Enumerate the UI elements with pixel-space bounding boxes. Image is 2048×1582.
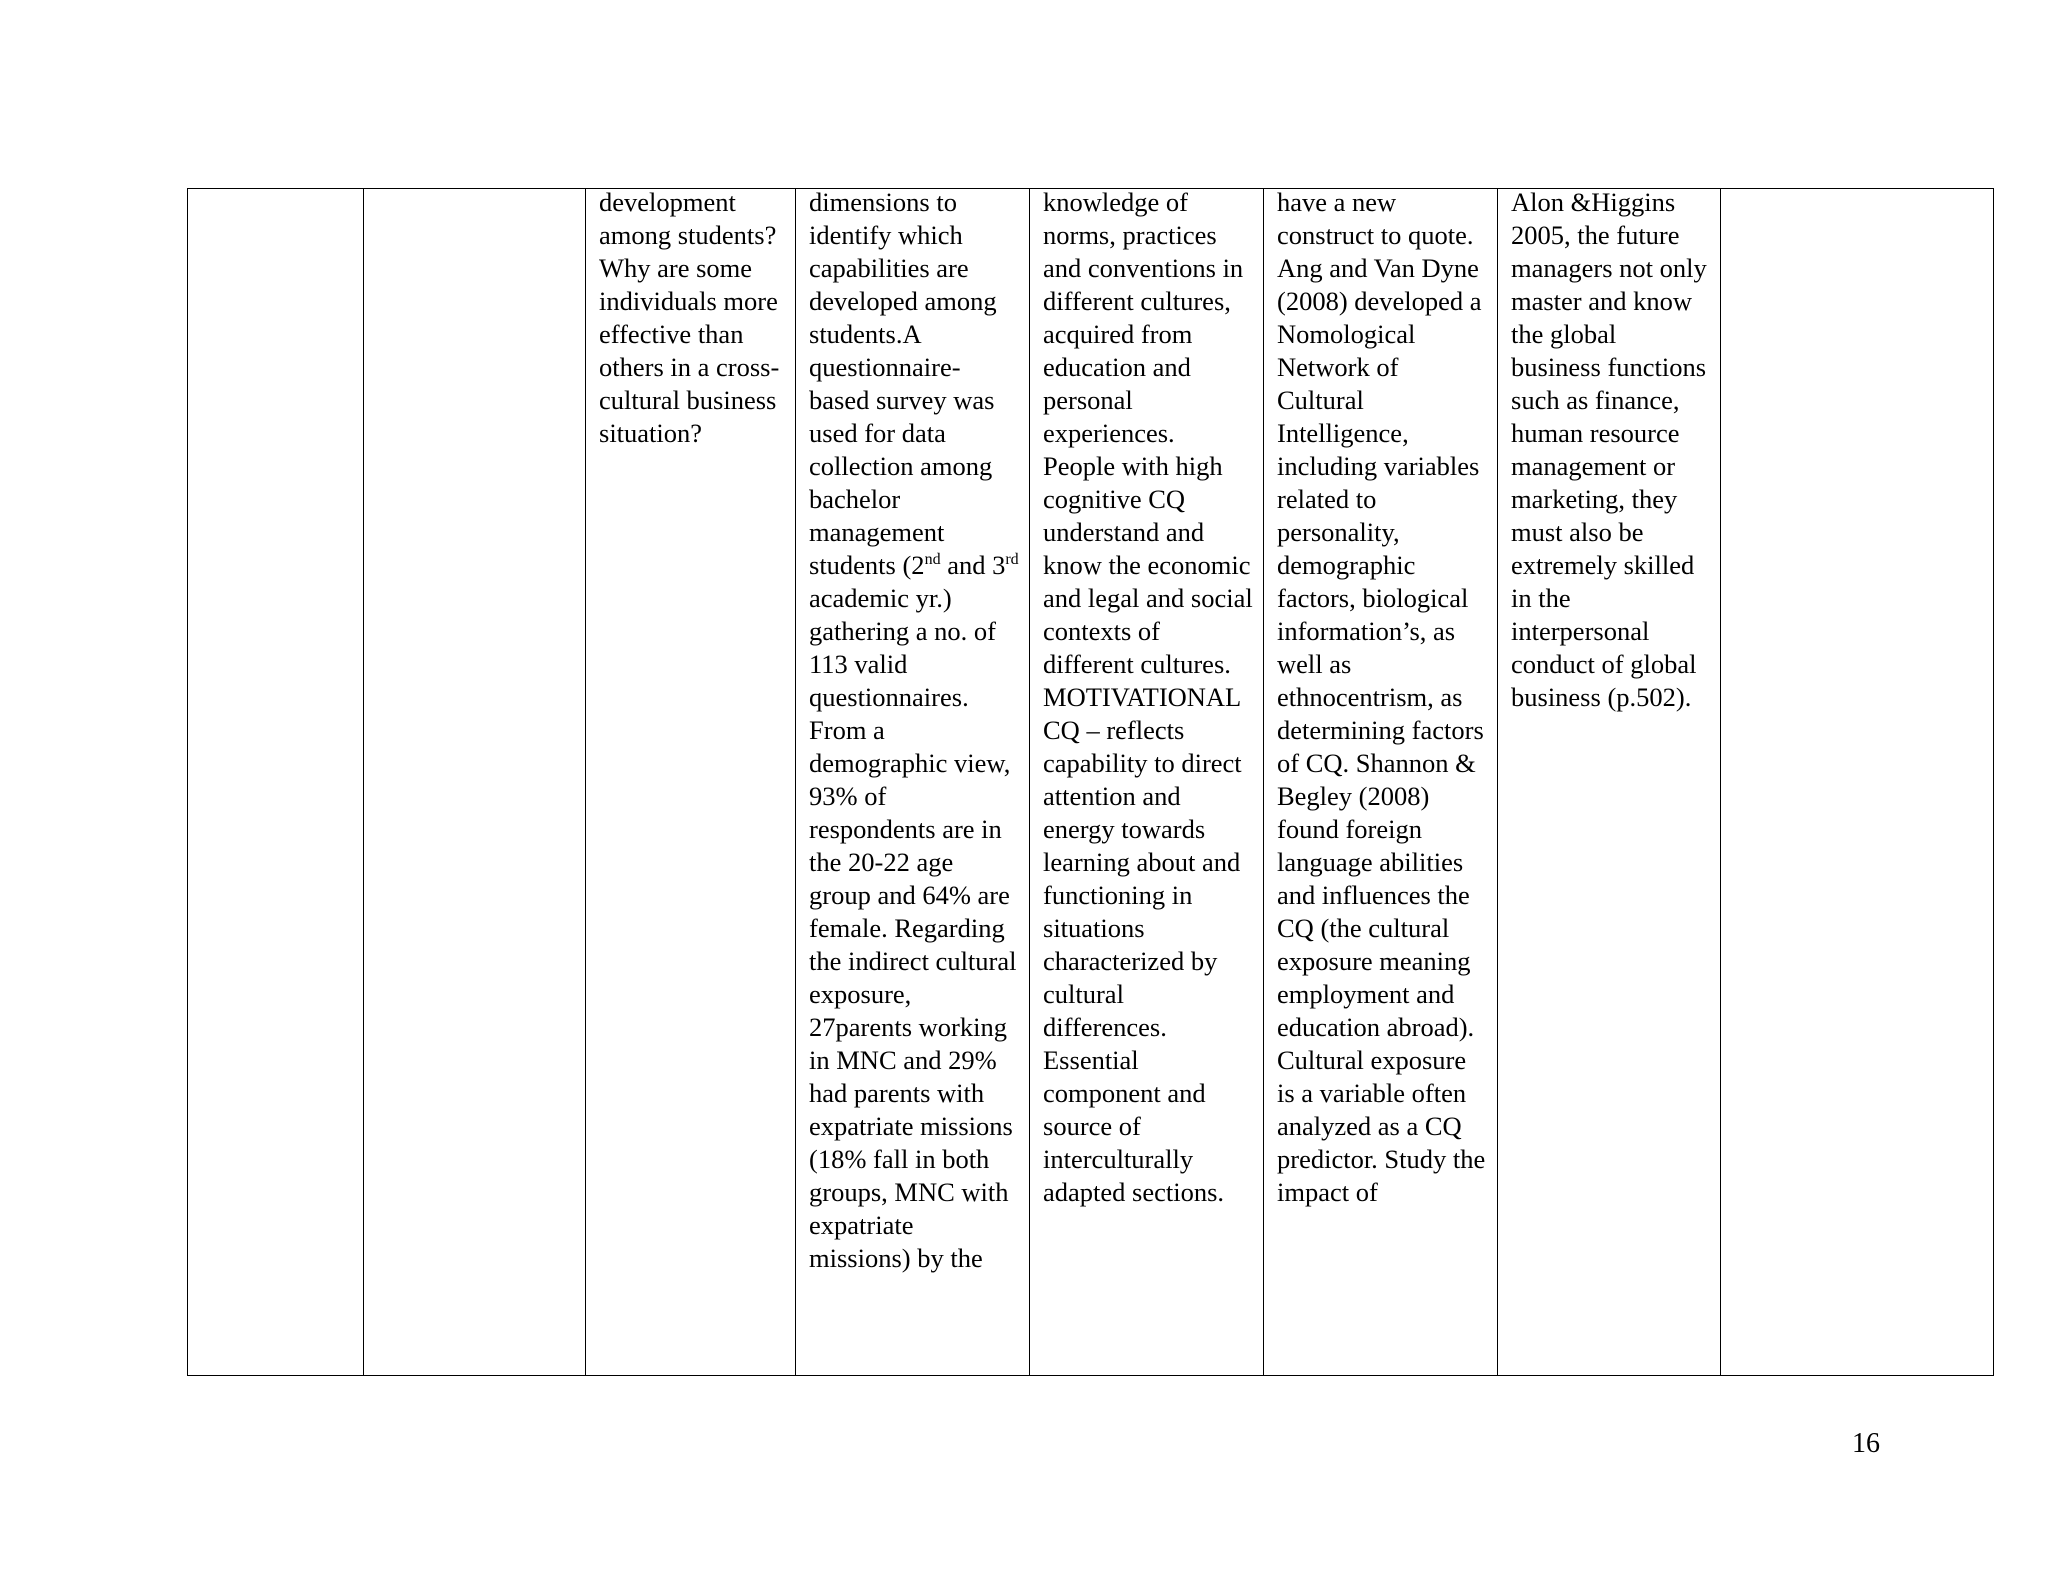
table-cell-conclusion (1498, 189, 1721, 1376)
page-number: 16 (1852, 1428, 1880, 1459)
literature-review-table (187, 188, 1994, 1376)
table-cell-col1 (188, 189, 364, 1376)
research-question-text: development among students? Why are some individuals more effective than others in a cross-cultural business situation? (599, 187, 780, 448)
conclusion-text: Alon &Higgins 2005, the future managers not only master and know the global business functions such as finance, human resource management or marketing, they must also be extremely skilled in the interpersonal conduct of global business (p.502). (1511, 187, 1707, 712)
table-cell-methodology (796, 189, 1030, 1376)
table-cell-col8 (1721, 189, 1994, 1376)
methodology-text: dimensions to identify which capabilities are developed among students.A questionnaire-based survey was used for data collection among bachelor management students (2nd and 3rd academic yr.) gathering a no. of 113 valid questionnaires. From a demographic view, 93% of respondents are in the 20-22 age group and 64% are female. Regarding the indirect cultural exposure, 27parents working in MNC and 29% had parents with expatriate missions (18% fall in both groups, MNC with expatriate missions) by the (809, 187, 1019, 1273)
table-cell-discussion (1264, 189, 1498, 1376)
table-cell-research-question (586, 189, 796, 1376)
findings-text: knowledge of norms, practices and conventions in different cultures, acquired from education and personal experiences. People with high cognitive CQ understand and know the economic and legal and social contexts of different cultures. MOTIVATIONAL CQ – reflects capability to direct attention and energy towards learning about and functioning in situations characterized by cultural differences. Essential component and source of interculturally adapted sections. (1043, 187, 1253, 1207)
table-row (188, 189, 1994, 1376)
table-cell-findings (1030, 189, 1264, 1376)
table-cell-col2 (364, 189, 586, 1376)
discussion-text: have a new construct to quote. Ang and Van Dyne (2008) developed a Nomological Network of Cultural Intelligence, including variables related to personality, demographic factors, biological information’s, as well as ethnocentrism, as determining factors of CQ. Shannon & Begley (2008) found foreign language abilities and influences the CQ (the cultural exposure meaning employment and education abroad). Cultural exposure is a variable often analyzed as a CQ predictor. Study the impact of (1277, 187, 1486, 1207)
